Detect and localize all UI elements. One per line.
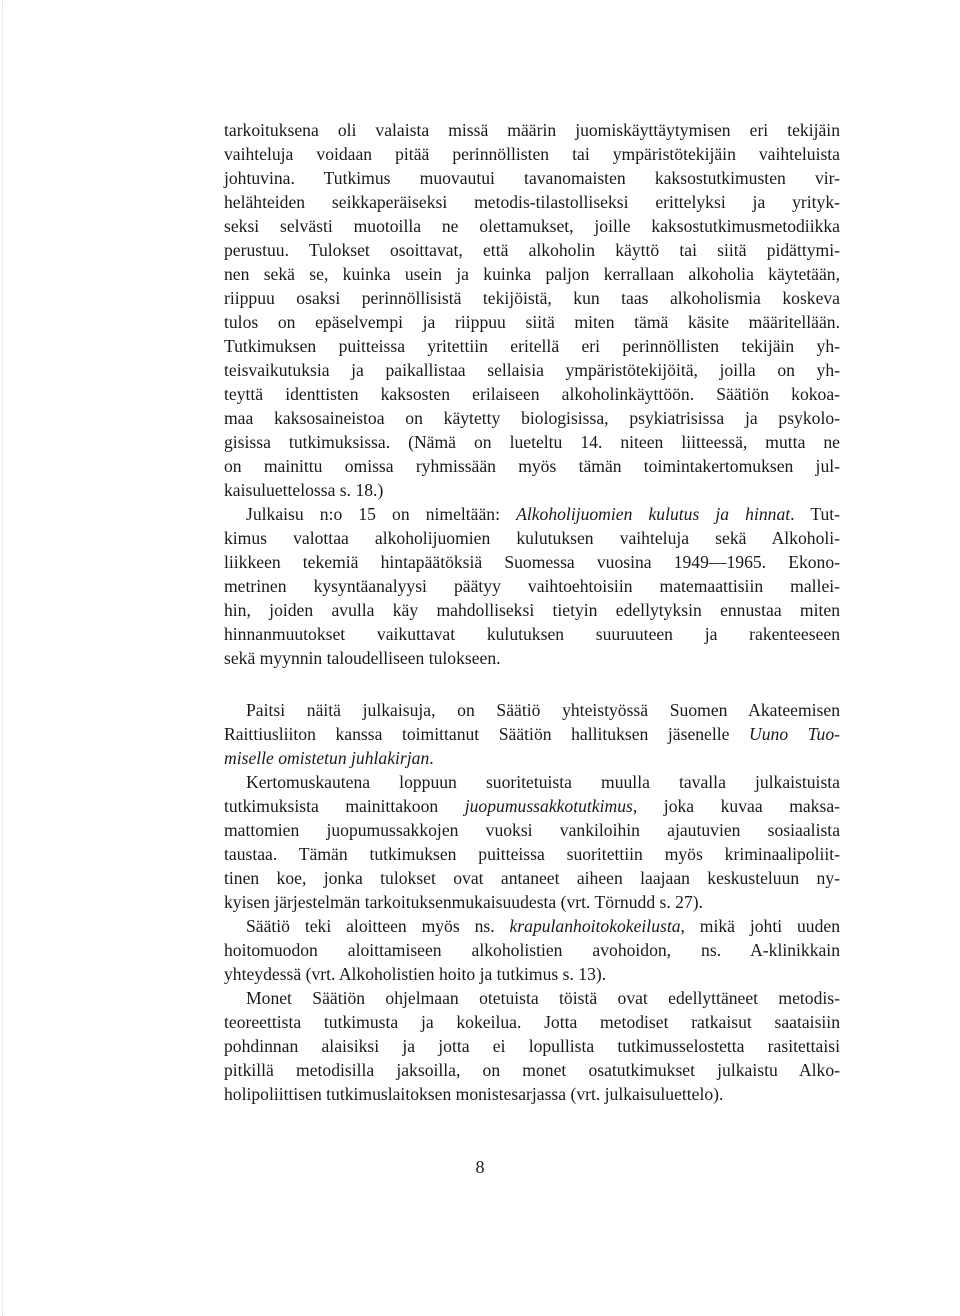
italic-title: Alkoholijuomien kulutus ja hinnat [516,504,791,524]
text-run: . [429,748,434,768]
text-line [224,1034,840,1058]
text-line [224,430,840,454]
text-run: teyttä identtisten kaksosten erilaiseen alkoholinkäyttöön. Säätiön kokoa- [224,384,840,404]
text-run: helähteiden seikkaperäiseksi metodis-tilastolliseksi erittelyksi ja yrityk- [224,192,840,212]
text-line [224,598,840,622]
text-run: , mikä johti uuden [680,916,840,936]
text-run: maa kaksosaineistoa on käytetty biologisissa, psykiatrisissa ja psykolo- [224,408,840,428]
text-line [224,1082,840,1106]
text-line [224,794,840,818]
text-line [224,334,840,358]
text-run: taustaa. Tämän tutkimuksen puitteissa suoritettiin myös kriminaalipoliit- [224,844,840,864]
text-run: gisissa tutkimuksissa. (Nämä on lueteltu 14. niteen liitteessä, mutta ne [224,432,840,452]
text-run: holipoliittisen tutkimuslaitoksen monistesarjassa (vrt. julkaisuluettelo). [224,1084,724,1104]
text-line [224,454,840,478]
text-line [224,818,840,842]
text-run: Säätiö teki aloitteen myös ns. [246,916,510,936]
text-run: nen sekä se, kuinka usein ja kuinka paljon kerrallaan alkoholia käytetään, [224,264,840,284]
text-run: kyisen järjestelmän tarkoituksenmukaisuudesta (vrt. Törnudd s. 27). [224,892,704,912]
scan-edge [2,0,4,1316]
text-line [246,914,840,938]
text-run: hin, joiden avulla käy mahdolliseksi tietyin edellytyksin ennustaa miten [224,600,840,620]
text-run: tulos on epäselvempi ja riippuu siitä miten tämä käsite määritellään. [224,312,840,332]
text-run: johtuvina. Tutkimus muovautui tavanomaisten kaksostutkimusten vir- [224,168,840,188]
text-line [224,310,840,334]
text-run: yhteydessä (vrt. Alkoholistien hoito ja tutkimus s. 13). [224,964,607,984]
text-line [246,698,840,722]
text-run: perustuu. Tulokset osoittavat, että alkoholin käyttö tai siitä pidättymi- [224,240,840,260]
text-run: teoreettista tutkimusta ja kokeilua. Jotta metodiset ratkaisut saataisiin [224,1012,840,1032]
text-run: tinen koe, jonka tulokset ovat antaneet aiheen laajaan keskusteluun ny- [224,868,840,888]
text-line [224,214,840,238]
text-line [246,986,840,1010]
text-line [224,190,840,214]
text-run: Tutkimuksen puitteissa yritettiin eritellä eri perinnöllisten tekijäin yh- [224,336,840,356]
text-line [224,962,840,986]
text-line [224,142,840,166]
text-line [246,502,840,526]
text-run: pohdinnan alaisiksi ja jotta ei lopullista tutkimusselostetta rasitettaisi [224,1036,840,1056]
text-line [224,746,840,770]
text-run: metrinen kysyntäanalyysi päätyy vaihtoehtoisiin matemaattisiin mallei- [224,576,840,596]
text-run: riippuu osaksi perinnöllisistä tekijöistä, kun taas alkoholismia koskeva [224,288,840,308]
text-run: seksi selvästi muotoilla ne olettamukset, joille kaksostutkimusmetodiikka [224,216,840,236]
text-run: teisvaikutuksia ja paikallistaa sellaisia ympäristötekijöitä, joilla on yh- [224,360,840,380]
italic-title: Uuno Tuo- [749,724,840,744]
text-line [224,550,840,574]
text-run: sekä myynnin taloudelliseen tulokseen. [224,648,501,668]
italic-title: miselle omistetun juhlakirjan [224,748,430,768]
text-run: hoitomuodon aloittamiseen alkoholistien avohoidon, ns. A-klinikkain [224,940,840,960]
text-line [246,770,840,794]
text-run: Monet Säätiön ohjelmaan otetuista töistä ovat edellyttäneet metodis- [246,988,840,1008]
text-line [224,166,840,190]
text-run: Kertomuskautena loppuun suoritetuista muulla tavalla julkaistuista [246,772,840,792]
text-run: , joka kuvaa maksa- [632,796,840,816]
page-number: 8 [475,1157,485,1177]
text-run: liikkeen tekemiä hintapäätöksiä Suomessa vuosina 1949—1965. Ekono- [224,552,840,572]
text-line [224,526,840,550]
text-run: pitkillä metodisilla jaksoilla, on monet osatutkimukset julkaistu Alko- [224,1060,840,1080]
text-run: Paitsi näitä julkaisuja, on Säätiö yhteistyössä Suomen Akateemisen [246,700,840,720]
text-run: . Tut- [790,504,841,524]
text-run: tarkoituksena oli valaista missä määrin juomiskäyttäytymisen eri tekijäin [224,120,840,140]
text-line [224,358,840,382]
text-run: Raittiusliiton kanssa toimittanut Säätiön hallituksen jäsenelle [224,724,750,744]
text-line [224,890,840,914]
text-line [224,622,840,646]
text-line [224,1058,840,1082]
text-line [224,118,840,142]
text-run: mattomien juopumussakkojen vuoksi vankiloihin ajautuvien sosiaalista [224,820,840,840]
text-line [224,842,840,866]
text-line [224,938,840,962]
text-run: Julkaisu n:o 15 on nimeltään: [246,504,517,524]
text-line [224,382,840,406]
text-line [224,238,840,262]
text-run: vaihteluja voidaan pitää perinnöllisten tai ympäristötekijäin vaihteluista [224,144,840,164]
italic-title: juopumussakkotutkimus [464,796,633,816]
text-run: kimus valottaa alkoholijuomien kulutuksen vaihteluja sekä Alkoholi- [224,528,840,548]
italic-title: krapulanhoitokokeilusta [509,916,681,936]
text-run: on mainittu omissa ryhmissään myös tämän toimintakertomuksen jul- [224,456,840,476]
text-line [224,478,840,502]
text-line [224,1010,840,1034]
text-run: kaisuluettelossa s. 18.) [224,480,384,500]
text-line [224,262,840,286]
text-line [224,722,840,746]
text-line [224,286,840,310]
text-line [224,646,840,670]
text-line [224,574,840,598]
text-run: hinnanmuutokset vaikuttavat kulutuksen suuruuteen ja rakenteeseen [224,624,840,644]
text-line [224,406,840,430]
text-line [224,866,840,890]
text-run: tutkimuksista mainittakoon [224,796,465,816]
